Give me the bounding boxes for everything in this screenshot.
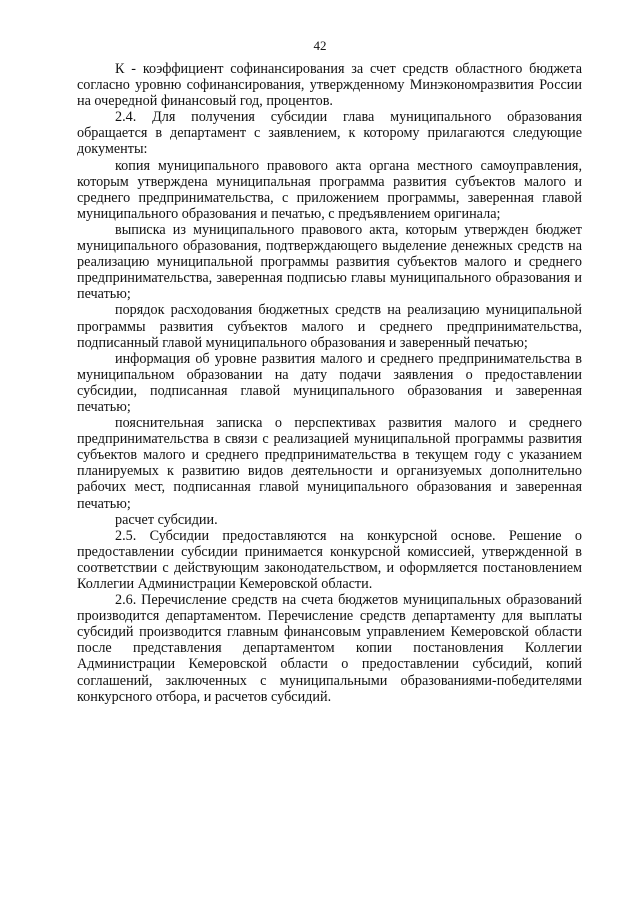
list-item-subsidy-calculation: расчет субсидии.: [115, 511, 218, 528]
page-number: 42: [313, 38, 327, 53]
paragraph-2-6: 2.6. Перечисление средств на счета бюджетов муниципальных образований производится департаментом. Перечисление средств департаменту для выплаты субсидий производится главным финансовым управлением Кемеровской области после представления департаментом копии постановления Коллегии Администрации Кемеровской области о предоставлении субсидий, копий соглашений, заключенных с муниципальными образованиями-победителями конкурсного отбора, и расчетов субсидий.: [77, 592, 582, 705]
paragraph-2-4: 2.4. Для получения субсидии глава муниципального образования обращается в департамент с заявлением, к которому прилагаются следующие документы:: [77, 109, 582, 158]
list-item-program-copy: копия муниципального правового акта органа местного самоуправления, которым утверждена муниципальная программа развития субъектов малого и среднего предпринимательства, с приложением программы, заверенная главой муниципального образования и печатью, с предъявлением оригинала;: [77, 157, 582, 222]
paragraph-2-5: 2.5. Субсидии предоставляются на конкурсной основе. Решение о предоставлении субсидии принимается конкурсной комиссией, утвержденной в соответствии с действующим законодательством, и оформляется постановлением Коллегии Администрации Кемеровской области.: [77, 527, 582, 592]
paragraph-coefficient-definition: К - коэффициент софинансирования за счет средств областного бюджета согласно уровню софинансирования, утвержденному Минэкономразвития России на очередной финансовый год, процентов.: [77, 61, 582, 110]
list-item-budget-extract: выписка из муниципального правового акта, которым утвержден бюджет муниципального образования, подтверждающего выделение денежных средств на реализацию муниципальной программы развития субъектов малого и среднего предпринимательства, заверенная подписью главы муниципального образования и печатью;: [77, 221, 582, 303]
document-body: [77, 61, 582, 705]
list-item-explanatory-note: пояснительная записка о перспективах развития малого и среднего предпринимательства в связи с реализацией муниципальной программы развития субъектов малого и среднего предпринимательства в текущем году с указанием планируемых к развитию видов деятельности и организуемых дополнительно рабочих мест, подписанная главой муниципального образования и заверенная печатью;: [77, 415, 582, 512]
list-item-development-info: информация об уровне развития малого и среднего предпринимательства в муниципальном образовании на дату подачи заявления о предоставлении субсидии, подписанная главой муниципального образования и заверенная печатью;: [77, 350, 582, 415]
list-item-spending-procedure: порядок расходования бюджетных средств на реализацию муниципальной программы развития субъектов малого и среднего предпринимательства, подписанный главой муниципального образования и заверенный печатью;: [77, 302, 582, 351]
